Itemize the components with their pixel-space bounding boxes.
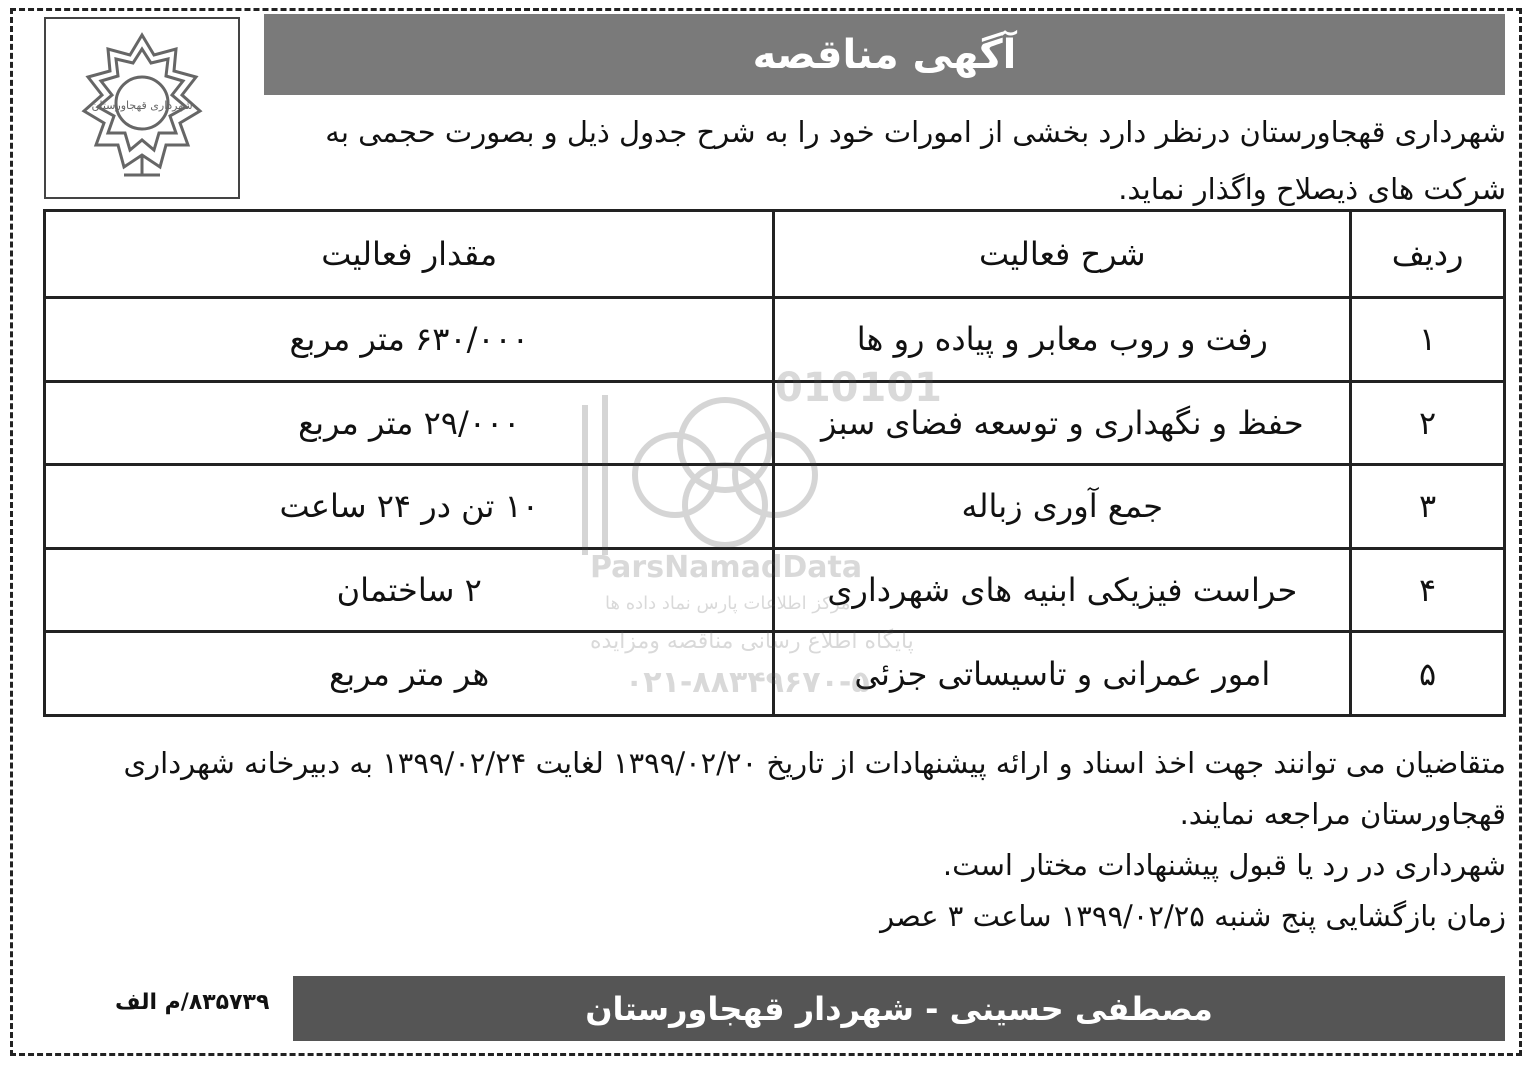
activities-table xyxy=(43,209,1506,717)
notes xyxy=(42,738,1506,942)
reference-number: ۸۳۵۷۳۹/م الف xyxy=(115,990,270,1015)
note-line: متقاضیان می توانند جهت اخذ اسناد و ارائه پیشنهادات از تاریخ ۱۳۹۹/۰۲/۲۰ لغایت ۱۳۹۹/۰۲/۲۴ به دبیرخانه شهرداری قهجاورستان مراجعه نمایند. xyxy=(123,746,1506,831)
row-description: حراست فیزیکی ابنیه های شهرداری xyxy=(774,548,1351,632)
municipality-emblem-icon xyxy=(54,25,230,191)
row-number: ۱ xyxy=(1351,298,1505,382)
table-row xyxy=(45,298,1505,382)
watermark-subtitle: پایگاه اطلاع رسانی مناقصه ومزایده xyxy=(590,629,914,654)
header-quantity: مقدار فعالیت xyxy=(45,211,774,298)
table-row xyxy=(45,465,1505,549)
row-quantity: ۱۰ تن در ۲۴ ساعت xyxy=(45,465,774,549)
row-quantity: ۲۹/۰۰۰ متر مربع xyxy=(45,381,774,465)
watermark-digits: 010101 xyxy=(775,365,942,411)
table-row xyxy=(45,381,1505,465)
logo-text: شهرداری قهجاورستان xyxy=(91,99,193,112)
watermark-phone: ۰۲۱-۸۸۳۴۹۶۷۰-۵ xyxy=(625,665,870,700)
watermark-brand: ParsNamadData xyxy=(590,550,863,585)
row-number: ۴ xyxy=(1351,548,1505,632)
row-quantity: هر متر مربع xyxy=(45,632,774,716)
page-title: آگهی مناقصه xyxy=(264,14,1505,95)
row-quantity: ۶۳۰/۰۰۰ متر مربع xyxy=(45,298,774,382)
row-number: ۵ xyxy=(1351,632,1505,716)
note-line: زمان بازگشایی پنج شنبه ۱۳۹۹/۰۲/۲۵ ساعت ۳ عصر xyxy=(880,899,1506,933)
row-description: رفت و روب معابر و پیاده رو ها xyxy=(774,298,1351,382)
table-header-row xyxy=(45,211,1505,298)
header-description: شرح فعالیت xyxy=(774,211,1351,298)
row-description: حفظ و نگهداری و توسعه فضای سبز xyxy=(774,381,1351,465)
watermark-tagline: مرکز اطلاعات پارس نماد داده ها xyxy=(605,593,851,614)
row-description: امور عمرانی و تاسیساتی جزئی xyxy=(774,632,1351,716)
logo xyxy=(44,17,240,199)
intro-text: شهرداری قهجاورستان درنظر دارد بخشی از امورات خود را به شرح جدول ذیل و بصورت حجمی به شرکت های ذیصلاح واگذار نماید. xyxy=(325,115,1506,206)
row-number: ۳ xyxy=(1351,465,1505,549)
row-description: جمع آوری زباله xyxy=(774,465,1351,549)
row-quantity: ۲ ساختمان xyxy=(45,548,774,632)
table-row xyxy=(45,632,1505,716)
header-row-number: ردیف xyxy=(1351,211,1505,298)
row-number: ۲ xyxy=(1351,381,1505,465)
table-row xyxy=(45,548,1505,632)
note-line: شهرداری در رد یا قبول پیشنهادات مختار است. xyxy=(942,848,1506,882)
signature-bar: مصطفی حسینی - شهردار قهجاورستان xyxy=(293,976,1505,1041)
